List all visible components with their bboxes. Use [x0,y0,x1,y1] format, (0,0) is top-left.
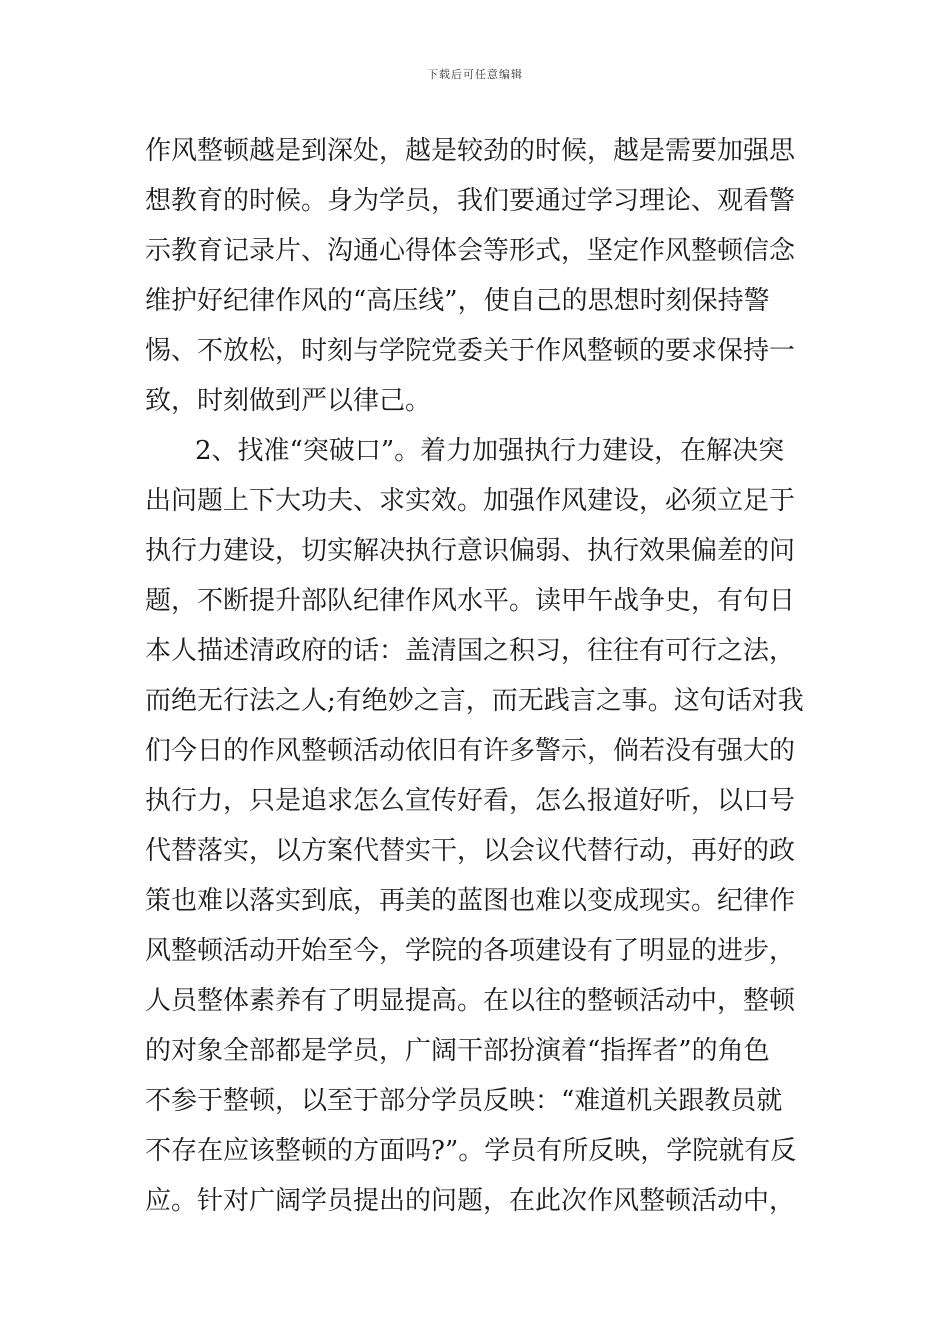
text-line: 想教育的时候。身为学员，我们要通过学习理论、观看警 [145,186,796,216]
text-line: 执行力建设，切实解决执行意识偏弱、执行效果偏差的问 [145,536,796,566]
text-line: 应。针对广阔学员提出的问题，在此次作风整顿活动中， [145,1186,796,1216]
text-line: 执行力，只是追求怎么宣传好看，怎么报道好听，以口号 [145,786,796,816]
text-line: 出问题上下大功夫、求实效。加强作风建设，必须立足于 [145,486,796,516]
text-line: 风整顿活动开始至今，学院的各项建设有了明显的进步， [145,936,796,966]
paragraph-start-line: 2、找准“突破口”。着力加强执行力建设，在解决突 [195,436,785,466]
text-line: 作风整顿越是到深处，越是较劲的时候，越是需要加强思 [145,136,796,166]
text-line: 不存在应该整顿的方面吗?”。学员有所反映，学院就有反 [145,1136,797,1166]
text-line: 而绝无行法之人;有绝妙之言，而无践言之事。这句话对我 [145,686,804,716]
text-line: 本人描述清政府的话：盖清国之积习，往往有可行之法， [145,636,796,666]
text-line: 人员整体素养有了明显提高。在以往的整顿活动中，整顿 [145,986,796,1016]
text-line: 致，时刻做到严以律己。 [145,386,432,416]
text-line: 维护好纪律作风的“高压线”，使自己的思想时刻保持警 [145,286,770,316]
text-line: 示教育记录片、沟通心得体会等形式，坚定作风整顿信念 [145,236,796,266]
text-line: 不参于整顿，以至于部分学员反映：“难道机关跟教员就 [145,1086,783,1116]
text-line: 惕、不放松，时刻与学院党委关于作风整顿的要求保持一 [145,336,796,366]
text-line: 题，不断提升部队纪律作风水平。读甲午战争史，有句日 [145,586,796,616]
text-line: 们今日的作风整顿活动依旧有许多警示，倘若没有强大的 [145,736,796,766]
text-line: 的对象全部都是学员，广阔干部扮演着“指挥者”的角色 [145,1036,770,1066]
body-text [145,126,810,1226]
text-line: 策也难以落实到底，再美的蓝图也难以变成现实。纪律作 [145,886,796,916]
text-line: 代替落实，以方案代替实干，以会议代替行动，再好的政 [145,836,796,866]
page-header: 下载后可任意编辑 [427,68,523,81]
